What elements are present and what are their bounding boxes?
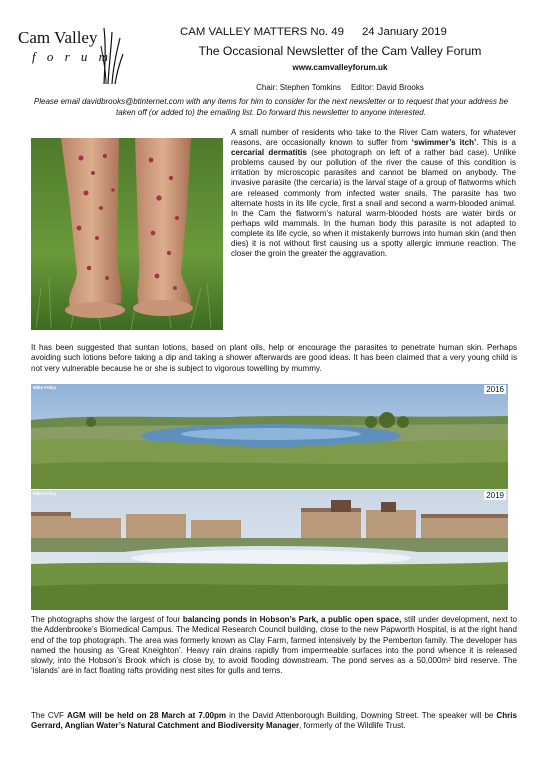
logo-text-forum: f o r u m [32,49,113,64]
chair-name: Chair: Stephen Tomkins [256,83,341,92]
newsletter-title: CAM VALLEY MATTERS No. 49 [180,26,344,38]
photo-credit: Mike Foley [33,491,57,496]
website-link[interactable]: www.camvalleyforum.uk [292,63,388,72]
balancing-ponds-paragraph [31,615,517,677]
photo-year: 2016 [486,385,504,394]
article-text: (see photograph on left of a rather bad case). Unlike problems caused by our pollution of the river the cause of this condition is irritation by microscopic parasites and cannot be blamed on anybody. The invasive parasite (the cercaria) is the larval stage of a group of flatworms which are released commonly from infected water snails. The parasite has two alternate hosts in its life cycle, first a snail and second a warm-blooded animal. In the Cam the flatworm’s natural warm-blooded hosts are water birds or perhaps wild mammals. In the human body this parasite is not adapted to complete its life cycle, so when it mistakenly burrows into human skin (and then dies) it is not without first causing us a spotty allergic immune reaction. The closer the groin the greater the aggravation. [231,148,516,259]
term-swimmers-itch: ‘swimmer’s itch’ [411,138,477,148]
term-balancing-ponds: balancing ponds in Hobson’s Park, a public open space, [182,615,402,624]
email-notice: Please email davidbrooks@btinternet.com with any items for him to consider for the next newsletter or to request that your address be taken off (or added to) the emailing list. Do forward this newsletter to anyone interested. [33,97,509,117]
cam-valley-forum-logo [14,22,126,84]
logo-text-cam-valley: Cam Valley [18,28,98,47]
article-text: The CVF [31,711,67,720]
agm-paragraph [31,711,517,732]
newsletter-date: 24 January 2019 [361,26,447,38]
photo-credit: Mike Foley [33,385,57,390]
article-text: in the David Attenborough Building, Downing Street. The speaker will be [226,711,497,720]
newsletter-subtitle: The Occasional Newsletter of the Cam Valley Forum [198,44,482,58]
speaker-name: Chris Gerrard, Anglian Water’s Natural Catchment and Biodiversity Manager [31,711,517,731]
officers-line [150,83,530,92]
article-text: still under development, next to the Addenbrooke’s Biomedical Campus. The Medical Research Council building, close to the new Papworth Hospital, is at the right hand end of the top photograph. The area was formerly known as Clay Farm, farmed intensively by the Pemberton family. The developer has named the housing as ‘Great Kneighton’. Heavy rain drains rapidly from impermeable surfaces into the pond whence it is released slowly, into the Hobson’s Brook which is close by, to avoid flooding downstream. The pond serves as a 50,000m² bird reserve. The ‘islands’ are in fact floating rafts providing nest sites for gulls and terns. [31,615,517,676]
pond-photo-2016 [31,384,508,489]
editor-name: Editor: David Brooks [350,83,424,92]
newsletter-title-line [180,26,530,38]
agm-date: AGM will be held on 28 March at 7.00pm [66,711,227,720]
photo-year: 2019 [486,491,504,500]
reeds-icon [100,24,124,84]
article-text: The photographs show the largest of four [31,615,183,624]
pond-photo-2019 [31,490,508,610]
article-text: A small number of residents who take to the River Cam waters, for whatever reasons, are occasionally known to suffer from [231,128,516,148]
swimmers-itch-photo [31,138,223,330]
term-cercarial-dermatitis: cercarial dermatitis [231,148,307,158]
article-text: , formerly of the Wildlife Trust. [299,721,406,731]
swimmers-itch-article [231,128,516,259]
article-text: . This is a [476,138,516,148]
suntan-lotions-paragraph: It has been suggested that suntan lotions, based on plant oils, help or encourage the parasites to penetrate human skin. Perhaps avoiding such lotions before taking a dip and taking a shower afterwards are good ideas. It has been claimed that a very young child is not very vulnerable because he or she is subject to vigorous towelling by mummy. [31,343,517,373]
